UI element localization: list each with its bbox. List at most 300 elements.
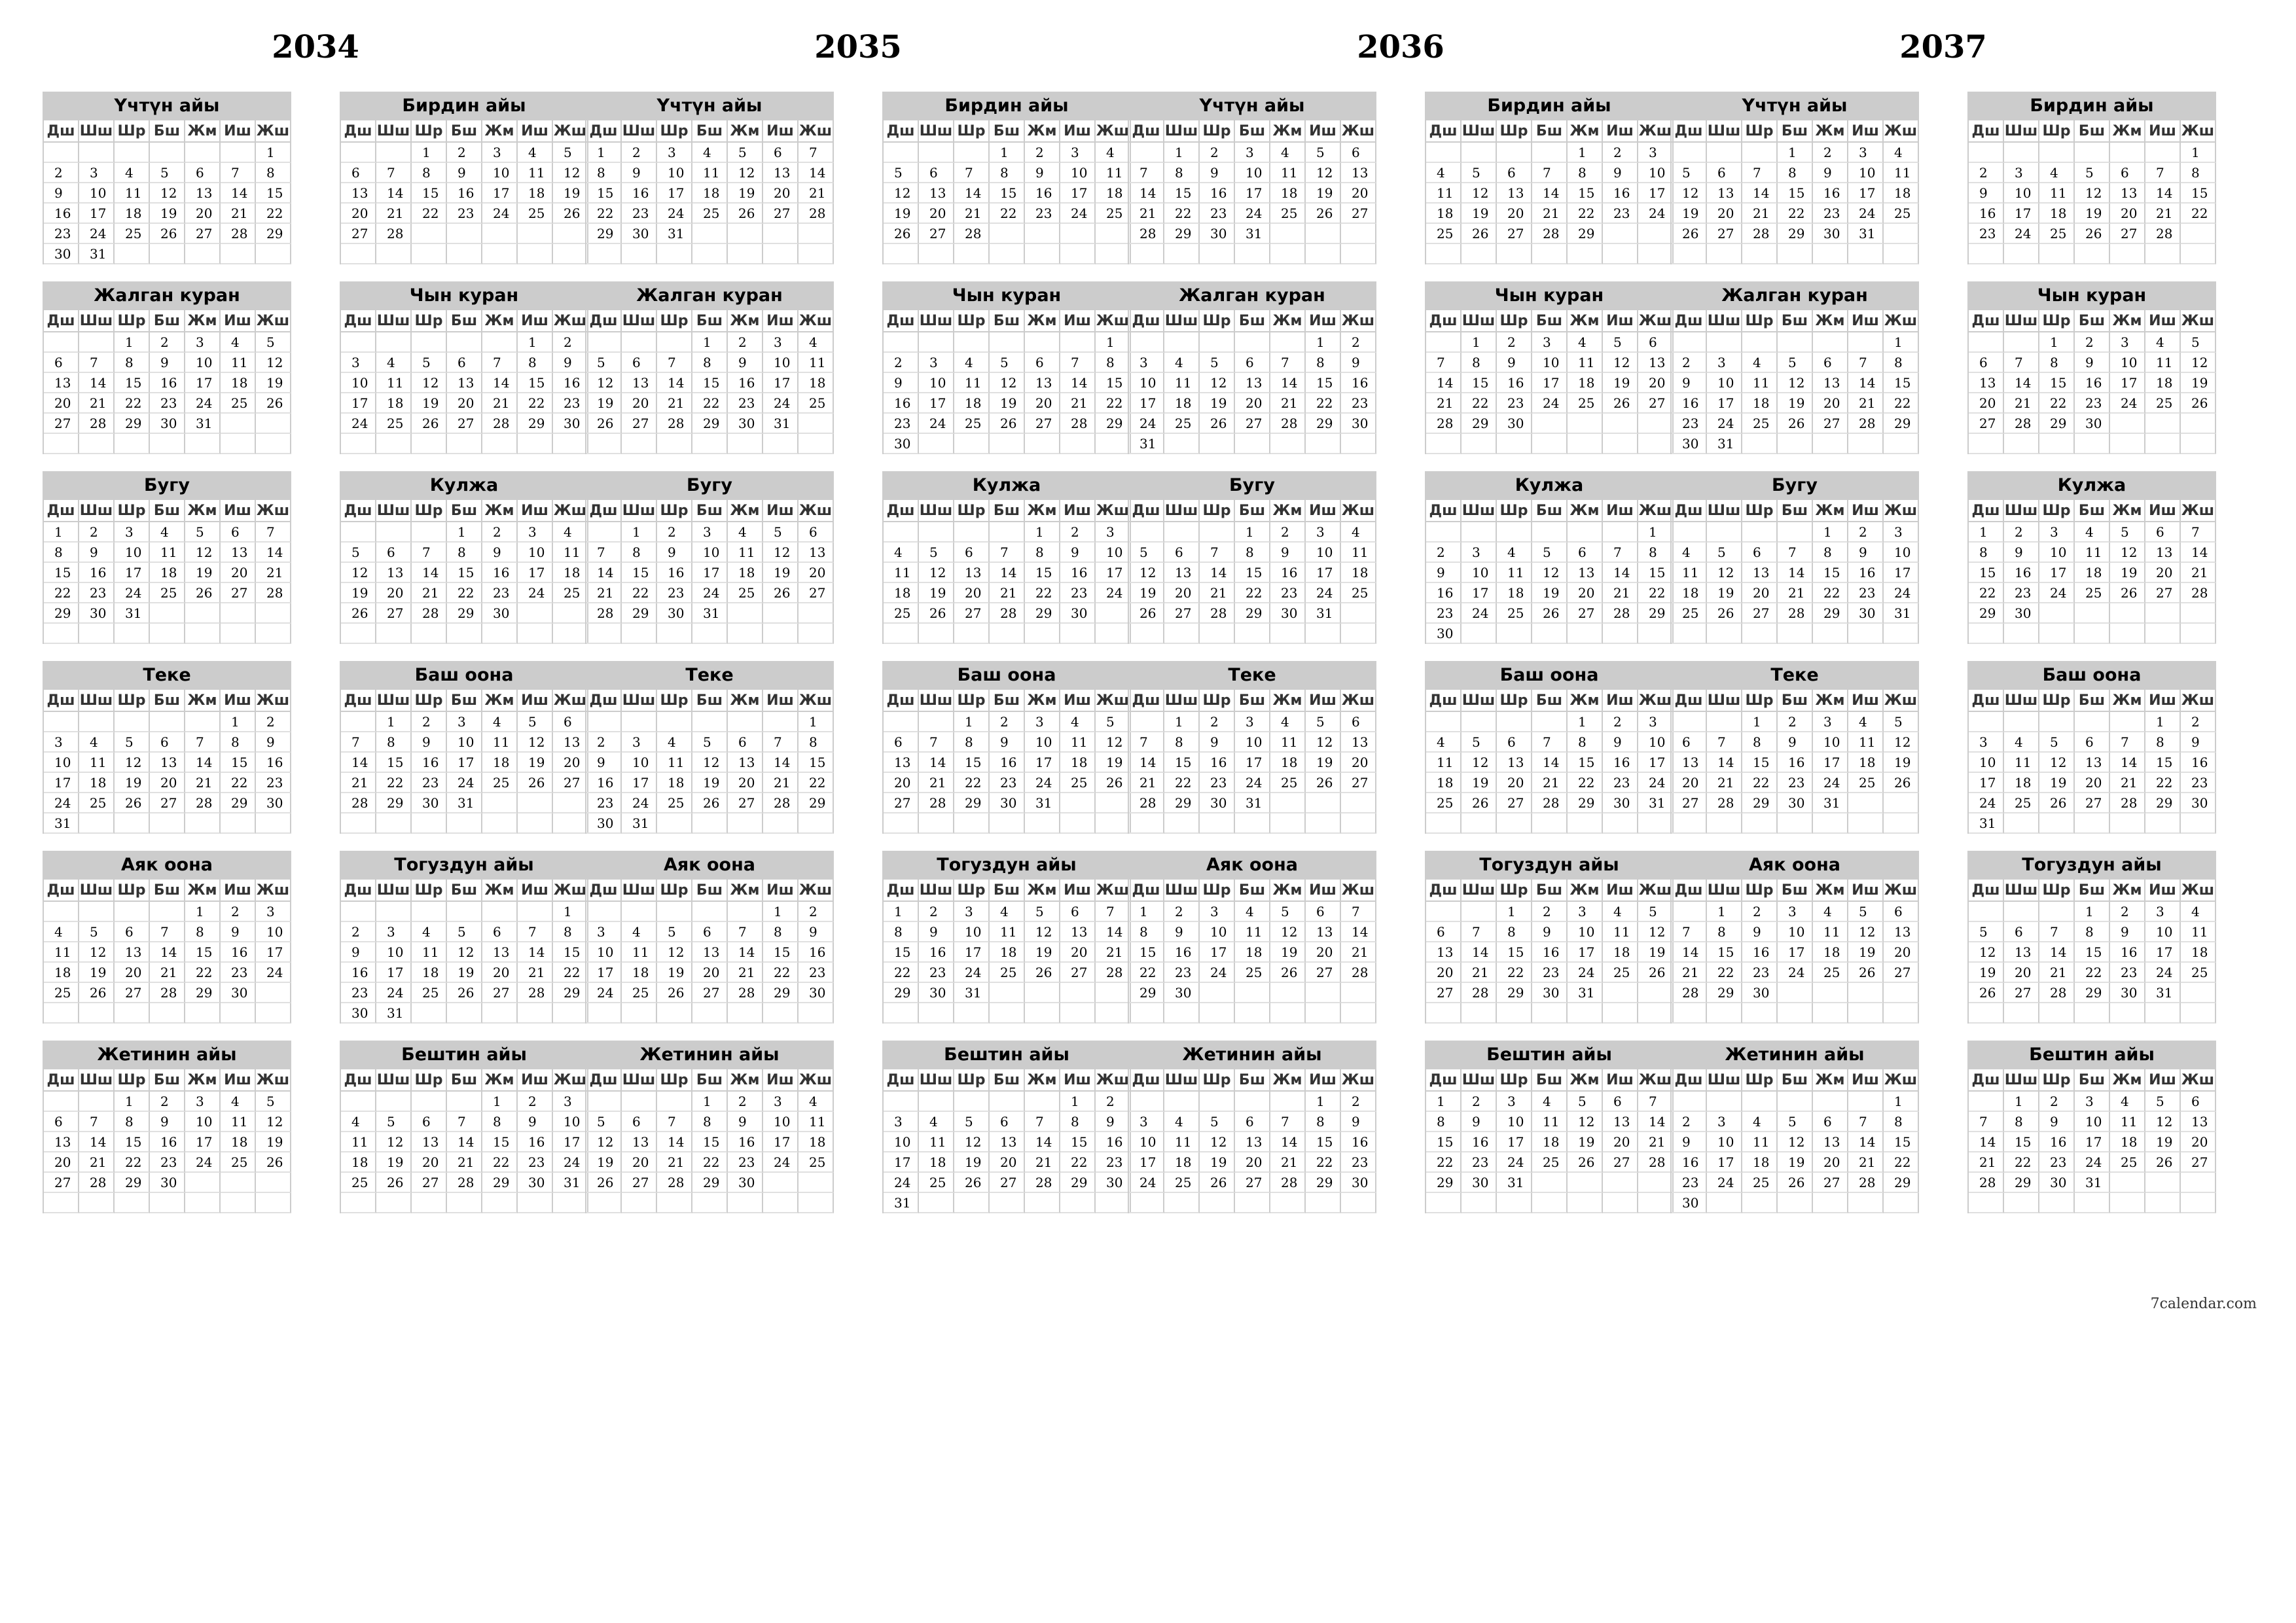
empty-cell <box>1270 332 1306 353</box>
day-cell: 22 <box>1497 963 1532 983</box>
day-cell: 19 <box>2075 204 2110 224</box>
day-cell: 3 <box>622 732 657 753</box>
empty-cell <box>1235 1003 1270 1024</box>
empty-cell <box>79 712 115 732</box>
empty-cell <box>447 1092 482 1112</box>
day-cell: 1 <box>1884 332 1919 353</box>
year-title: 2037 <box>1899 29 1987 65</box>
day-cell: 21 <box>1426 393 1462 414</box>
day-cell: 19 <box>150 204 185 224</box>
day-cell: 4 <box>1884 143 1919 163</box>
day-cell: 4 <box>2075 522 2110 543</box>
day-cell: 18 <box>1603 942 1638 963</box>
day-cell: 24 <box>115 583 150 603</box>
weekday-header: Жш <box>1096 310 1131 332</box>
weekday-header: Шр <box>2039 310 2075 332</box>
day-cell: 12 <box>1306 163 1341 183</box>
day-cell: 3 <box>79 163 115 183</box>
day-cell: 17 <box>763 373 798 393</box>
day-cell: 24 <box>763 1152 798 1173</box>
day-cell: 10 <box>884 1132 919 1152</box>
empty-cell <box>150 902 185 922</box>
day-cell: 18 <box>2075 563 2110 583</box>
day-cell: 16 <box>1025 183 1060 204</box>
weekday-header: Шш <box>1462 690 1497 712</box>
day-cell: 28 <box>79 414 115 434</box>
day-cell: 18 <box>1060 753 1096 773</box>
day-cell: 3 <box>185 332 221 353</box>
day-cell: 31 <box>115 603 150 624</box>
day-cell: 27 <box>1164 603 1200 624</box>
day-cell: 4 <box>1096 143 1131 163</box>
empty-cell <box>586 1003 622 1024</box>
day-cell: 5 <box>256 332 291 353</box>
day-grid <box>585 310 834 454</box>
empty-cell <box>447 244 482 264</box>
weekday-header: Жм <box>1568 690 1603 712</box>
day-cell: 23 <box>622 204 657 224</box>
weekday-header: Жш <box>1096 880 1131 902</box>
day-cell: 29 <box>1742 793 1778 813</box>
day-grid <box>1967 120 2216 264</box>
empty-cell <box>1306 224 1341 244</box>
empty-cell <box>1200 522 1235 543</box>
day-cell: 5 <box>150 163 185 183</box>
day-cell: 11 <box>2004 753 2039 773</box>
empty-cell <box>1270 1003 1306 1024</box>
empty-cell <box>919 1193 954 1213</box>
month-block <box>1967 281 2216 454</box>
day-cell: 28 <box>518 983 553 1003</box>
day-cell: 3 <box>1235 712 1270 732</box>
day-cell: 2 <box>150 1092 185 1112</box>
day-cell: 16 <box>1200 753 1235 773</box>
day-cell: 27 <box>1884 963 1919 983</box>
empty-cell <box>2004 143 2039 163</box>
empty-cell <box>919 813 954 834</box>
weekday-header: Иш <box>518 880 553 902</box>
day-cell: 17 <box>482 183 518 204</box>
weekday-header: Бш <box>1532 310 1568 332</box>
day-cell: 8 <box>2039 353 2075 373</box>
day-cell: 25 <box>2145 393 2181 414</box>
day-cell: 18 <box>553 563 588 583</box>
empty-cell <box>2004 434 2039 454</box>
empty-cell <box>1497 522 1532 543</box>
day-cell: 15 <box>1742 753 1778 773</box>
day-cell: 25 <box>1270 773 1306 793</box>
day-cell: 17 <box>1306 563 1341 583</box>
day-cell: 13 <box>2004 942 2039 963</box>
day-cell: 22 <box>1462 393 1497 414</box>
day-cell: 18 <box>2004 773 2039 793</box>
weekday-header: Шр <box>115 310 150 332</box>
month-block <box>340 92 588 264</box>
day-cell: 21 <box>1025 1152 1060 1173</box>
day-cell: 4 <box>482 712 518 732</box>
empty-cell <box>884 1092 919 1112</box>
day-cell: 10 <box>586 942 622 963</box>
month-name: Теке <box>1128 661 1376 690</box>
day-cell: 8 <box>1025 543 1060 563</box>
day-cell: 19 <box>1532 583 1568 603</box>
day-cell: 3 <box>1532 332 1568 353</box>
day-cell: 25 <box>376 414 412 434</box>
day-cell: 22 <box>1164 773 1200 793</box>
weekday-header: Шр <box>1742 500 1778 522</box>
day-cell: 16 <box>1096 1132 1131 1152</box>
day-cell: 16 <box>586 773 622 793</box>
day-cell: 18 <box>2145 373 2181 393</box>
weekday-header: Бш <box>990 880 1025 902</box>
weekday-header: Жм <box>1813 690 1848 712</box>
day-cell: 19 <box>2145 1132 2181 1152</box>
day-cell: 10 <box>1638 163 1674 183</box>
day-cell: 1 <box>1497 902 1532 922</box>
weekday-header: Дш <box>1129 880 1164 902</box>
day-cell: 28 <box>79 1173 115 1193</box>
day-cell: 10 <box>1025 732 1060 753</box>
empty-cell <box>1969 1003 2004 1024</box>
weekday-header: Жш <box>2181 1069 2216 1092</box>
day-cell: 1 <box>692 332 728 353</box>
empty-cell <box>2004 813 2039 834</box>
weekday-header: Жш <box>1638 310 1674 332</box>
empty-cell <box>1707 244 1742 264</box>
empty-cell <box>586 1092 622 1112</box>
day-cell: 25 <box>518 204 553 224</box>
weekday-header: Иш <box>1306 500 1341 522</box>
month-name: Бештин айы <box>340 1041 588 1069</box>
empty-cell <box>150 1193 185 1213</box>
day-cell: 9 <box>884 373 919 393</box>
day-cell: 29 <box>1462 414 1497 434</box>
empty-cell <box>954 522 990 543</box>
day-cell: 1 <box>221 712 256 732</box>
day-cell: 30 <box>1341 414 1376 434</box>
day-cell: 3 <box>1200 902 1235 922</box>
day-cell: 29 <box>586 224 622 244</box>
weekday-header: Жм <box>482 310 518 332</box>
weekday-header: Иш <box>518 1069 553 1092</box>
weekday-header: Шш <box>376 1069 412 1092</box>
month-block <box>1670 661 1919 834</box>
empty-cell <box>1164 434 1200 454</box>
day-cell: 18 <box>221 373 256 393</box>
day-cell: 11 <box>1742 373 1778 393</box>
day-cell: 5 <box>376 1112 412 1132</box>
day-cell: 27 <box>1235 414 1270 434</box>
weekday-header: Иш <box>221 880 256 902</box>
day-cell: 31 <box>1497 1173 1532 1193</box>
day-cell: 1 <box>376 712 412 732</box>
day-cell: 22 <box>1813 583 1848 603</box>
day-cell: 19 <box>2039 773 2075 793</box>
day-cell: 21 <box>1532 773 1568 793</box>
weekday-header: Жш <box>256 500 291 522</box>
empty-cell <box>115 902 150 922</box>
weekday-header: Бш <box>1532 1069 1568 1092</box>
weekday-header: Иш <box>1306 690 1341 712</box>
day-cell: 20 <box>1341 183 1376 204</box>
weekday-header: Шр <box>954 880 990 902</box>
day-cell: 13 <box>341 183 376 204</box>
day-cell: 12 <box>2110 543 2145 563</box>
empty-cell <box>44 332 79 353</box>
day-cell: 1 <box>954 712 990 732</box>
day-cell: 31 <box>1235 793 1270 813</box>
day-cell: 20 <box>728 773 763 793</box>
day-cell: 13 <box>412 1132 447 1152</box>
day-cell: 9 <box>518 1112 553 1132</box>
empty-cell <box>763 244 798 264</box>
empty-cell <box>1270 224 1306 244</box>
day-grid <box>1967 500 2216 644</box>
day-cell: 27 <box>2145 583 2181 603</box>
day-cell: 6 <box>1025 353 1060 373</box>
day-cell: 1 <box>1884 1092 1919 1112</box>
day-cell: 30 <box>728 414 763 434</box>
day-cell: 28 <box>1672 983 1707 1003</box>
day-cell: 19 <box>1200 393 1235 414</box>
empty-cell <box>1341 813 1376 834</box>
empty-cell <box>115 1003 150 1024</box>
month-block <box>1425 851 1674 1024</box>
day-cell: 7 <box>2110 732 2145 753</box>
day-cell: 7 <box>1638 1092 1674 1112</box>
empty-cell <box>1270 434 1306 454</box>
day-cell: 18 <box>482 753 518 773</box>
day-cell: 31 <box>1025 793 1060 813</box>
empty-cell <box>1200 1003 1235 1024</box>
day-cell: 10 <box>44 753 79 773</box>
day-cell: 1 <box>1568 712 1603 732</box>
day-cell: 8 <box>798 732 834 753</box>
empty-cell <box>1969 902 2004 922</box>
day-cell: 19 <box>79 963 115 983</box>
day-cell: 18 <box>1742 393 1778 414</box>
weekday-header: Шш <box>1462 310 1497 332</box>
day-cell: 6 <box>1060 902 1096 922</box>
empty-cell <box>1813 434 1848 454</box>
month-block <box>882 1041 1131 1213</box>
empty-cell <box>412 332 447 353</box>
day-grid <box>585 1069 834 1213</box>
empty-cell <box>518 793 553 813</box>
empty-cell <box>482 1003 518 1024</box>
empty-cell <box>2181 224 2216 244</box>
day-cell: 14 <box>412 563 447 583</box>
day-cell: 24 <box>1462 603 1497 624</box>
day-cell: 18 <box>1096 183 1131 204</box>
day-cell: 13 <box>798 543 834 563</box>
weekday-header: Шш <box>79 690 115 712</box>
weekday-header: Иш <box>763 1069 798 1092</box>
day-cell: 22 <box>185 963 221 983</box>
month-block <box>1128 851 1376 1024</box>
day-cell: 4 <box>553 522 588 543</box>
day-cell: 14 <box>990 563 1025 583</box>
day-cell: 26 <box>954 1173 990 1193</box>
day-cell: 1 <box>518 332 553 353</box>
day-cell: 9 <box>553 353 588 373</box>
day-cell: 9 <box>44 183 79 204</box>
day-cell: 3 <box>1306 522 1341 543</box>
day-cell: 12 <box>1638 922 1674 942</box>
day-cell: 31 <box>1235 224 1270 244</box>
day-cell: 8 <box>1306 1112 1341 1132</box>
day-cell: 13 <box>692 942 728 963</box>
day-cell: 22 <box>692 393 728 414</box>
day-cell: 10 <box>1778 922 1813 942</box>
day-cell: 8 <box>622 543 657 563</box>
day-cell: 13 <box>482 942 518 963</box>
day-cell: 29 <box>1707 983 1742 1003</box>
weekday-header: Жм <box>1025 500 1060 522</box>
day-cell: 8 <box>221 732 256 753</box>
weekday-header: Бш <box>1532 690 1568 712</box>
day-cell: 14 <box>1638 1112 1674 1132</box>
day-cell: 4 <box>518 143 553 163</box>
weekday-header: Жм <box>185 880 221 902</box>
day-cell: 6 <box>763 143 798 163</box>
day-cell: 8 <box>990 163 1025 183</box>
empty-cell <box>1270 983 1306 1003</box>
day-cell: 25 <box>221 1152 256 1173</box>
empty-cell <box>657 434 692 454</box>
day-cell: 30 <box>1497 414 1532 434</box>
month-block <box>585 661 834 834</box>
day-cell: 23 <box>482 583 518 603</box>
day-cell: 26 <box>2181 393 2216 414</box>
empty-cell <box>1672 522 1707 543</box>
empty-cell <box>2145 1193 2181 1213</box>
day-cell: 4 <box>1497 543 1532 563</box>
day-cell: 14 <box>2145 183 2181 204</box>
empty-cell <box>1742 813 1778 834</box>
day-cell: 7 <box>256 522 291 543</box>
day-cell: 6 <box>1497 163 1532 183</box>
day-cell: 31 <box>763 414 798 434</box>
day-cell: 3 <box>763 1092 798 1112</box>
empty-cell <box>2075 143 2110 163</box>
day-cell: 5 <box>1532 543 1568 563</box>
weekday-header: Шш <box>2004 310 2039 332</box>
day-cell: 20 <box>2004 963 2039 983</box>
weekday-header: Шш <box>79 880 115 902</box>
day-cell: 8 <box>1235 543 1270 563</box>
day-cell: 18 <box>376 393 412 414</box>
month-name: Чын куран <box>882 281 1131 310</box>
day-cell: 8 <box>1497 922 1532 942</box>
day-cell: 11 <box>1532 1112 1568 1132</box>
day-cell: 25 <box>919 1173 954 1193</box>
day-cell: 15 <box>1707 942 1742 963</box>
day-cell: 11 <box>1270 732 1306 753</box>
day-cell: 12 <box>1672 183 1707 204</box>
weekday-header: Дш <box>586 880 622 902</box>
empty-cell <box>763 1173 798 1193</box>
empty-cell <box>2181 244 2216 264</box>
day-cell: 2 <box>2004 522 2039 543</box>
day-cell: 13 <box>2181 1112 2216 1132</box>
empty-cell <box>763 224 798 244</box>
day-cell: 31 <box>622 813 657 834</box>
day-cell: 7 <box>2004 353 2039 373</box>
day-cell: 20 <box>221 563 256 583</box>
day-cell: 18 <box>919 1152 954 1173</box>
day-cell: 19 <box>1638 942 1674 963</box>
day-cell: 11 <box>1884 163 1919 183</box>
month-block <box>882 471 1131 644</box>
day-cell: 17 <box>1462 583 1497 603</box>
day-cell: 14 <box>2004 373 2039 393</box>
day-cell: 8 <box>586 163 622 183</box>
day-cell: 14 <box>1848 373 1884 393</box>
day-cell: 22 <box>1060 1152 1096 1173</box>
day-cell: 22 <box>1129 963 1164 983</box>
day-cell: 9 <box>1200 163 1235 183</box>
day-cell: 12 <box>79 942 115 963</box>
empty-cell <box>1060 434 1096 454</box>
day-cell: 8 <box>954 732 990 753</box>
weekday-header: Иш <box>763 880 798 902</box>
day-cell: 25 <box>2004 793 2039 813</box>
day-cell: 5 <box>412 353 447 373</box>
day-cell: 11 <box>1096 163 1131 183</box>
empty-cell <box>1603 813 1638 834</box>
day-cell: 11 <box>482 732 518 753</box>
day-cell: 18 <box>1426 204 1462 224</box>
day-cell: 26 <box>1778 414 1813 434</box>
day-cell: 21 <box>954 204 990 224</box>
day-cell: 2 <box>728 332 763 353</box>
day-cell: 25 <box>1532 1152 1568 1173</box>
day-cell: 6 <box>1497 732 1532 753</box>
day-cell: 23 <box>1270 583 1306 603</box>
empty-cell <box>1707 1092 1742 1112</box>
empty-cell <box>2181 624 2216 644</box>
weekday-header: Дш <box>884 120 919 143</box>
day-cell: 21 <box>1603 583 1638 603</box>
day-cell: 11 <box>1672 563 1707 583</box>
weekday-header: Шш <box>622 500 657 522</box>
site-credit[interactable]: 7calendar.com <box>2150 1296 2257 1312</box>
weekday-header: Дш <box>884 310 919 332</box>
empty-cell <box>2039 244 2075 264</box>
day-cell: 17 <box>376 963 412 983</box>
empty-cell <box>2145 624 2181 644</box>
day-cell: 5 <box>692 732 728 753</box>
day-cell: 21 <box>1848 1152 1884 1173</box>
day-cell: 17 <box>763 1132 798 1152</box>
day-cell: 27 <box>1568 603 1603 624</box>
day-cell: 5 <box>990 353 1025 373</box>
day-cell: 27 <box>1060 963 1096 983</box>
day-cell: 15 <box>1164 183 1200 204</box>
month-name: Аяк оона <box>43 851 291 880</box>
day-cell: 23 <box>221 963 256 983</box>
day-cell: 30 <box>1742 983 1778 1003</box>
weekday-header: Бш <box>1778 120 1813 143</box>
empty-cell <box>1270 244 1306 264</box>
day-cell: 20 <box>482 963 518 983</box>
day-cell: 17 <box>657 183 692 204</box>
weekday-header: Шр <box>954 690 990 712</box>
month-block <box>882 661 1131 834</box>
day-cell: 15 <box>692 1132 728 1152</box>
day-cell: 13 <box>447 373 482 393</box>
